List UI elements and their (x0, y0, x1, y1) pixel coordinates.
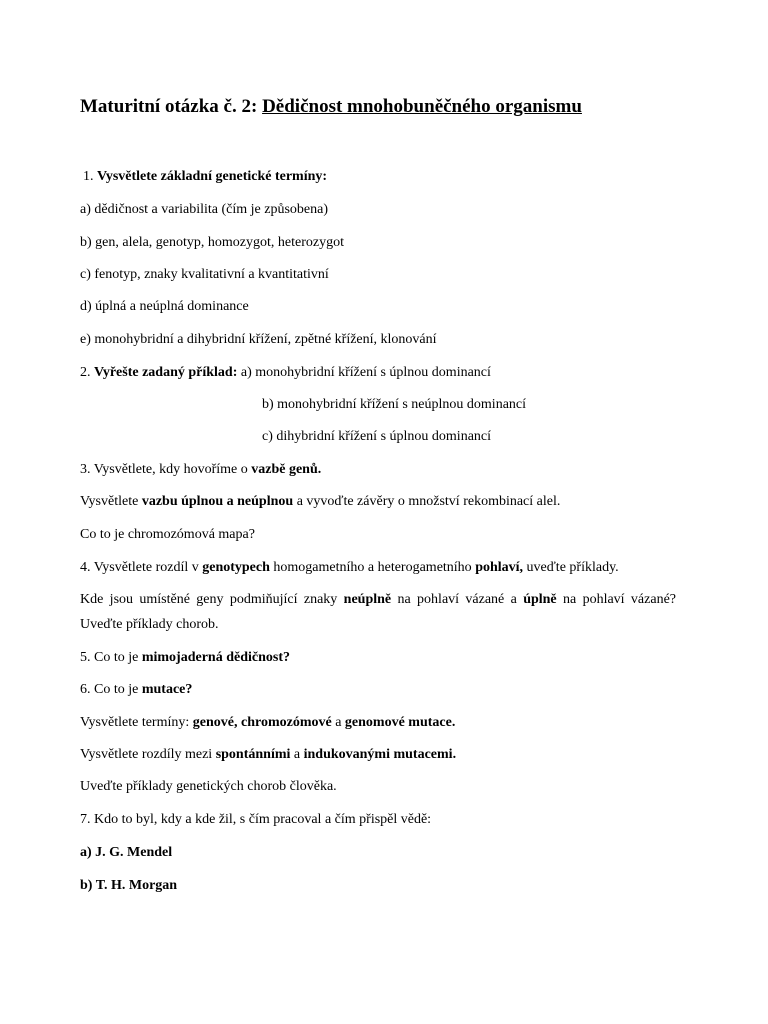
q3-l2-bold: vazbu úplnou a neúplnou (141, 494, 294, 509)
q5-pre: 5. Co to je (80, 650, 142, 665)
question-4-line-2 (80, 587, 676, 637)
q3-l2-pre: Vysvětlete (80, 494, 142, 509)
q3-l1-text: 3. Vysvětlete, kdy hovoříme o (80, 462, 252, 477)
question-3-line-3: Co to je chromozómová mapa? (80, 527, 255, 542)
q6-l2-bold-2: genomové mutace. (344, 715, 456, 730)
question-2-item-a: a) monohybridní křížení s úplnou dominancí (240, 365, 491, 380)
question-6-line-1 (80, 681, 192, 699)
q6-l2-mid: a (331, 715, 345, 730)
question-6-line-4: Uveďte příklady genetických chorob člověka. (80, 779, 337, 794)
question-3-line-1 (80, 461, 321, 479)
question-4-line-1 (80, 559, 619, 577)
q4-l2-pre: Kde jsou umístěné geny podmiňující znaky (80, 592, 344, 607)
q3-l1-bold: vazbě genů. (251, 462, 322, 477)
question-3-line-2 (80, 493, 560, 511)
question-6-line-2 (80, 714, 455, 732)
question-7-line-1: 7. Kdo to byl, kdy a kde žil, s čím pracoval a čím přispěl vědě: (80, 812, 432, 827)
question-7-item-a: a) J. G. Mendel (80, 845, 173, 860)
q4-l2-mid: na pohlaví vázané a (391, 592, 524, 607)
question-1-number: 1. (83, 169, 97, 184)
q4-l2-bold-1: neúplně (343, 592, 392, 607)
question-6-line-3 (80, 746, 456, 764)
q6-l3-mid: a (290, 747, 304, 762)
question-1-item-a: a) dědičnost a variabilita (čím je způsobena) (80, 202, 329, 217)
question-2-title: Vyřešte zadaný příklad (94, 365, 233, 380)
title-prefix: Maturitní otázka č. 2: (80, 96, 263, 117)
q4-l1-post: uveďte příklady. (523, 560, 619, 575)
q3-l2-post: a vyvoďte závěry o množství rekombinací alel. (293, 494, 561, 509)
question-2-item-b: b) monohybridní křížení s neúplnou dominancí (262, 397, 527, 412)
q4-l1-pre: 4. Vysvětlete rozdíl v (80, 560, 203, 575)
q4-l2-bold-2: úplně (523, 592, 557, 607)
question-1-item-c: c) fenotyp, znaky kvalitativní a kvantitativní (80, 267, 329, 282)
q5-bold: mimojaderná dědičnost? (141, 650, 291, 665)
question-2-number: 2. (80, 365, 94, 380)
question-5 (80, 649, 290, 667)
q6-l2-pre: Vysvětlete termíny: (80, 715, 193, 730)
q6-l3-bold-1: spontánními (215, 747, 291, 762)
title-topic: Dědičnost mnohobuněčného organismu (262, 96, 582, 117)
question-1-title: Vysvětlete základní genetické termíny: (97, 169, 328, 184)
q4-l2-post: na pohlaví vázané? Uveďte příklady chorob. (80, 592, 677, 632)
question-1-item-b: b) gen, alela, genotyp, homozygot, heterozygot (80, 235, 344, 250)
q4-l1-mid: homogametního a heterogametního (269, 560, 476, 575)
q4-l1-bold-1: genotypech (202, 560, 270, 575)
question-2-colon: : (232, 365, 241, 380)
question-1-heading (83, 168, 327, 186)
q6-l3-bold-2: indukovanými mutacemi. (303, 747, 457, 762)
q6-l1-bold: mutace? (141, 682, 193, 697)
q6-l3-pre: Vysvětlete rozdíly mezi (80, 747, 216, 762)
question-7-item-b: b) T. H. Morgan (80, 878, 178, 893)
page-title (80, 96, 582, 118)
question-2-item-c: c) dihybridní křížení s úplnou dominancí (262, 429, 492, 444)
question-1-item-e: e) monohybridní a dihybridní křížení, zpětné křížení, klonování (80, 332, 437, 347)
question-1-item-d: d) úplná a neúplná dominance (80, 299, 249, 314)
q4-l1-bold-2: pohlaví, (475, 560, 524, 575)
q6-l2-bold-1: genové, chromozómové (192, 715, 332, 730)
question-2-heading (80, 364, 491, 382)
q6-l1-pre: 6. Co to je (80, 682, 142, 697)
